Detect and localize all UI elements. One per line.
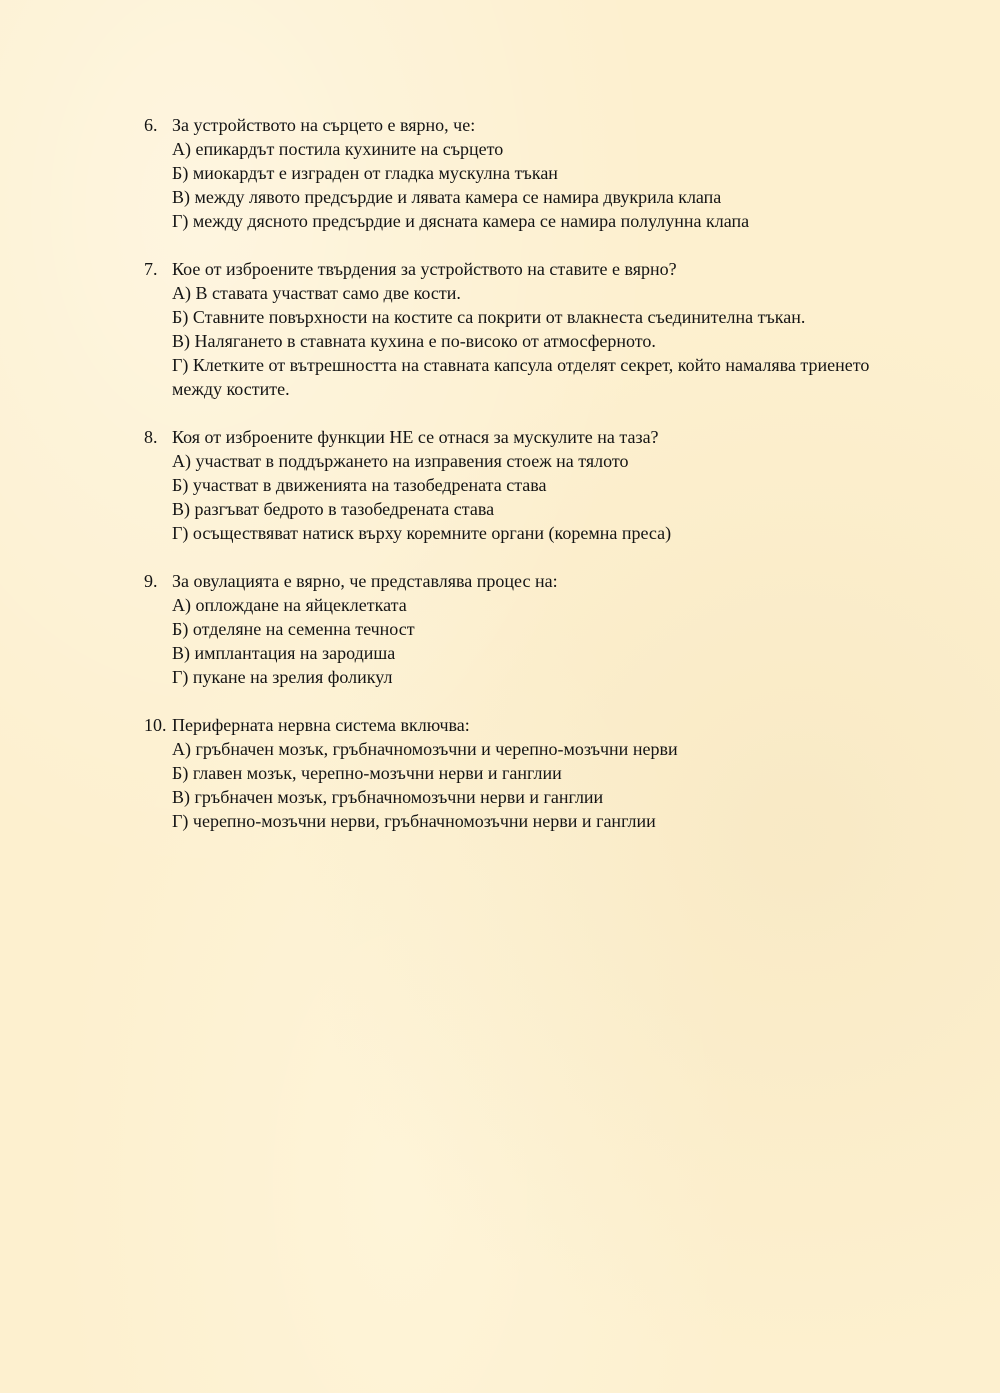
question-text: Кое от изброените твърдения за устройството на ставите е вярно? xyxy=(172,259,677,279)
answer-option-b: Б) миокардът е изграден от гладка мускулна тъкан xyxy=(172,163,558,183)
question-number: 8. xyxy=(144,427,158,447)
question-text: Периферната нервна система включва: xyxy=(172,715,470,735)
question-number: 7. xyxy=(144,259,158,279)
question-6 xyxy=(144,113,904,233)
question-10 xyxy=(144,713,904,833)
answer-option-c: В) между лявото предсърдие и лявата камера се намира двукрила клапа xyxy=(172,187,722,207)
question-8 xyxy=(144,425,904,545)
question-text: Коя от изброените функции НЕ се отнася за мускулите на таза? xyxy=(172,427,659,447)
answer-option-c: В) разгъват бедрото в тазобедрената става xyxy=(172,499,495,519)
answer-option-a: А) участват в поддържането на изправения стоеж на тялото xyxy=(172,451,629,471)
question-header xyxy=(144,113,904,137)
question-header xyxy=(144,425,904,449)
answer-option-d: Г) осъществяват натиск върху коремните органи (коремна преса) xyxy=(172,523,672,543)
question-text: За овулацията е вярно, че представлява процес на: xyxy=(172,571,558,591)
answer-option-d: Г) Клетките от вътрешността на ставната капсула отделят секрет, който намалява триенето между костите. xyxy=(172,355,870,399)
answer-option-d: Г) между дясното предсърдие и дясната камера се намира полулунна клапа xyxy=(172,211,750,231)
answer-options xyxy=(144,281,904,401)
question-list xyxy=(144,113,904,857)
question-number: 6. xyxy=(144,115,158,135)
question-9 xyxy=(144,569,904,689)
question-header xyxy=(144,713,904,737)
answer-option-c: В) Налягането в ставната кухина е по-високо от атмосферното. xyxy=(172,331,656,351)
answer-option-b: Б) Ставните повърхности на костите са покрити от влакнеста съединителна тъкан. xyxy=(172,307,806,327)
answer-option-b: Б) отделяне на семенна течност xyxy=(172,619,415,639)
answer-option-d: Г) черепно-мозъчни нерви, гръбначномозъчни нерви и ганглии xyxy=(172,811,656,831)
question-header xyxy=(144,569,904,593)
answer-option-d: Г) пукане на зрелия фоликул xyxy=(172,667,393,687)
answer-option-a: А) гръбначен мозък, гръбначномозъчни и черепно-мозъчни нерви xyxy=(172,739,678,759)
answer-option-a: А) епикардът постила кухините на сърцето xyxy=(172,139,504,159)
answer-options xyxy=(144,449,904,545)
answer-option-c: В) имплантация на зародиша xyxy=(172,643,396,663)
question-header xyxy=(144,257,904,281)
question-7 xyxy=(144,257,904,401)
answer-options xyxy=(144,737,904,833)
question-number: 9. xyxy=(144,571,158,591)
answer-option-a: А) В ставата участват само две кости. xyxy=(172,283,461,303)
answer-options xyxy=(144,593,904,689)
question-number: 10. xyxy=(144,715,167,735)
answer-options xyxy=(144,137,904,233)
question-text: За устройството на сърцето е вярно, че: xyxy=(172,115,476,135)
answer-option-c: В) гръбначен мозък, гръбначномозъчни нерви и ганглии xyxy=(172,787,604,807)
answer-option-b: Б) участват в движенията на тазобедрената става xyxy=(172,475,547,495)
answer-option-a: А) оплождане на яйцеклетката xyxy=(172,595,407,615)
answer-option-b: Б) главен мозък, черепно-мозъчни нерви и ганглии xyxy=(172,763,562,783)
